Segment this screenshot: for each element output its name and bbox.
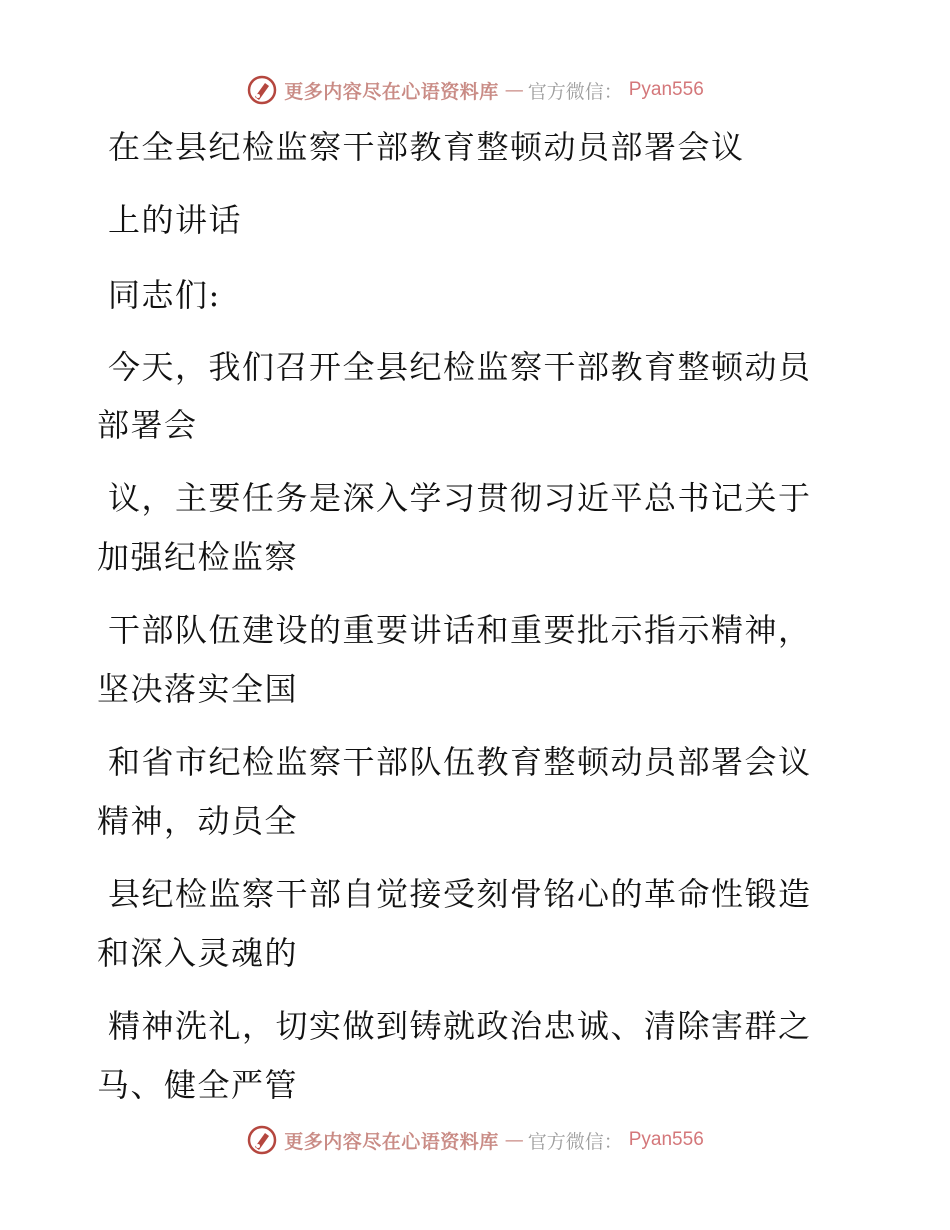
doc-body-line: 坚决落实全国 xyxy=(97,670,299,708)
doc-salutation: 同志们: xyxy=(108,276,221,314)
banner-separator: — xyxy=(504,1129,522,1151)
doc-body-line: 精神，动员全 xyxy=(97,802,299,840)
banner-official-text: 官方微信： xyxy=(527,1130,623,1153)
doc-body-line: 和深入灵魂的 xyxy=(97,934,299,972)
banner-official-text: 官方微信： xyxy=(527,80,623,103)
doc-body-line: 今天，我们召开全县纪检监察干部教育整顿动员 xyxy=(108,348,812,386)
banner-separator: — xyxy=(504,79,522,101)
pen-logo-icon xyxy=(246,74,278,106)
doc-body-line: 马、健全严管 xyxy=(97,1066,299,1104)
banner-wechat-id: Pyan556 xyxy=(628,79,704,100)
doc-body-line: 议，主要任务是深入学习贯彻习近平总书记关于 xyxy=(108,479,812,517)
footer-watermark-banner xyxy=(0,1120,950,1160)
banner-site-text: 更多内容尽在心语资料库 xyxy=(284,80,499,103)
banner-site-text: 更多内容尽在心语资料库 xyxy=(284,1130,499,1153)
doc-body-line: 部署会 xyxy=(97,406,198,444)
doc-body-line: 精神洗礼，切实做到铸就政治忠诚、清除害群之 xyxy=(108,1007,812,1045)
pen-logo-icon xyxy=(246,1124,278,1156)
header-watermark-banner xyxy=(0,70,950,110)
doc-body-line: 干部队伍建设的重要讲话和重要批示指示精神， xyxy=(108,611,812,649)
doc-body-line: 和省市纪检监察干部队伍教育整顿动员部署会议 xyxy=(108,743,812,781)
banner-wechat-id: Pyan556 xyxy=(628,1129,704,1150)
doc-title-line-1: 在全县纪检监察干部教育整顿动员部署会议 xyxy=(108,128,745,166)
doc-body-line: 加强纪检监察 xyxy=(97,538,299,576)
doc-body-line: 县纪检监察干部自觉接受刻骨铭心的革命性锻造 xyxy=(108,875,812,913)
doc-title-line-2: 上的讲话 xyxy=(108,201,243,239)
